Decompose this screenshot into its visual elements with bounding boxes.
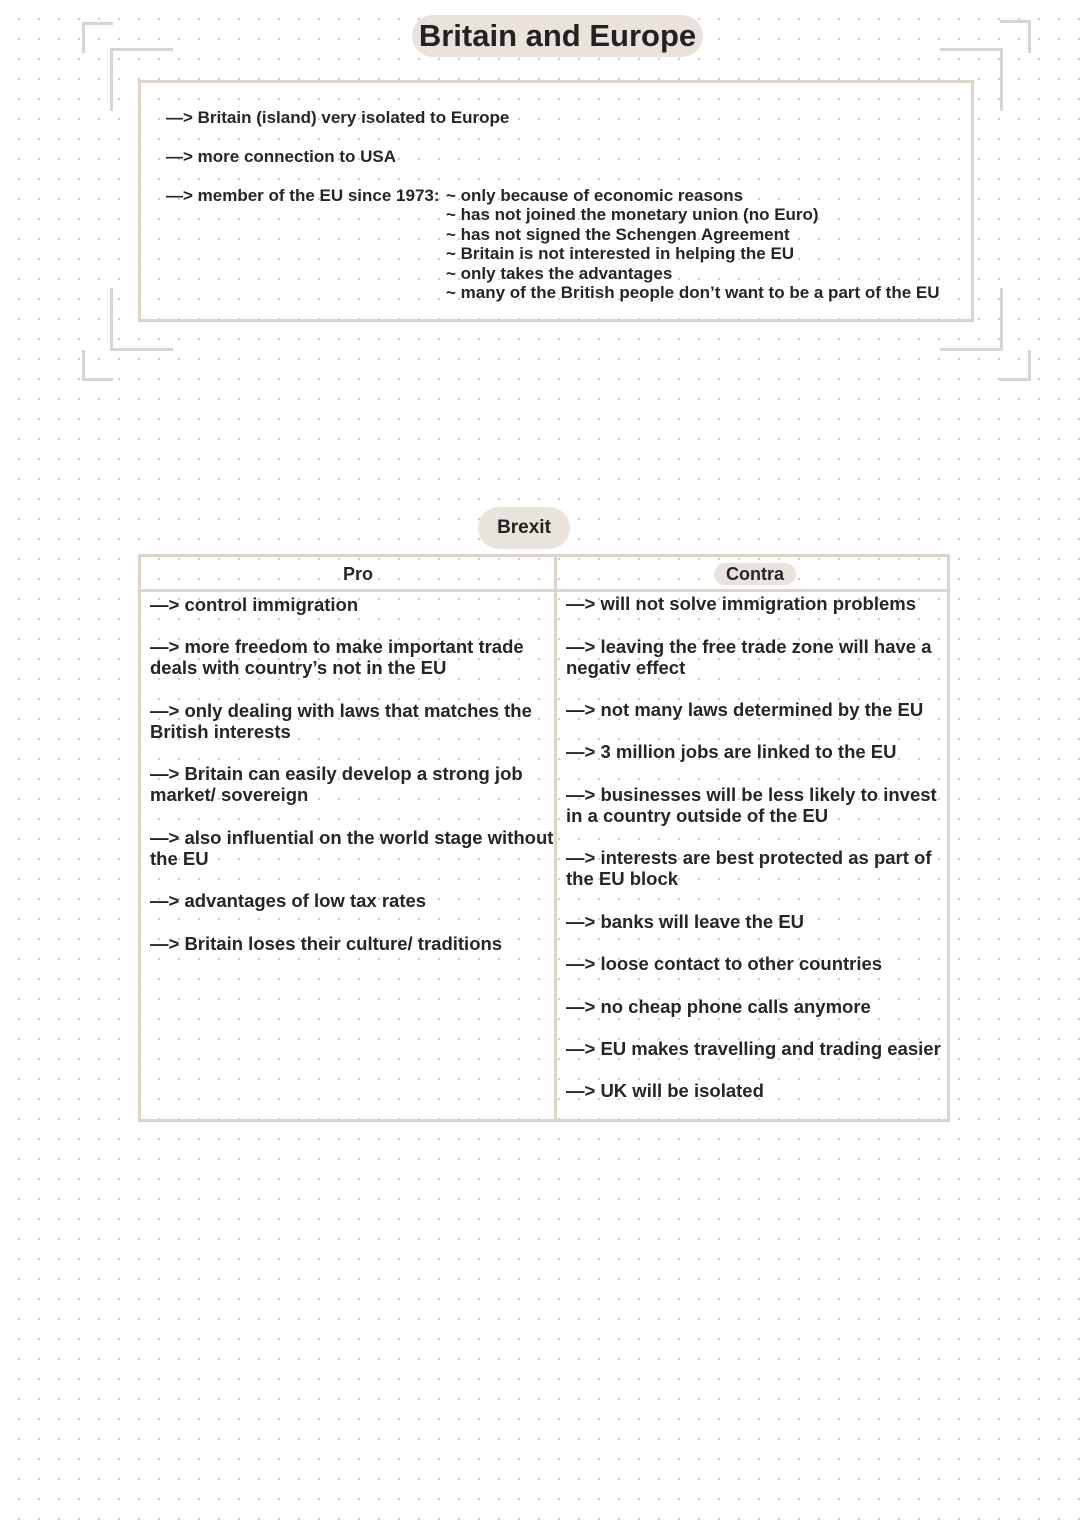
intro-point: —> more connection to USA — [166, 147, 396, 166]
intro-point: —> Britain (island) very isolated to Europe — [166, 108, 510, 127]
contra-item: —> banks will leave the EU — [566, 911, 805, 932]
corner-bracket-outer-bottom-right — [1000, 350, 1031, 381]
corner-bracket-outer-top-right — [1000, 20, 1031, 53]
member-reason: ~ has not signed the Schengen Agreement — [446, 225, 790, 244]
pro-item: —> advantages of low tax rates — [150, 890, 427, 911]
member-reason: ~ only because of economic reasons — [446, 186, 744, 205]
pro-item: —> only dealing with laws that matches the British interests — [150, 700, 532, 742]
member-reason: ~ only takes the advantages — [446, 264, 673, 283]
intro-point: —> member of the EU since 1973: — [166, 186, 440, 205]
contra-item: —> leaving the free trade zone will have a negativ effect — [566, 636, 932, 678]
contra-item: —> UK will be isolated — [566, 1080, 764, 1101]
table-header-line — [141, 589, 947, 592]
contra-item: —> will not solve immigration problems — [566, 593, 917, 614]
pro-item: —> Britain can easily develop a strong job market/ sovereign — [150, 763, 523, 805]
corner-bracket-outer-bottom-left — [82, 350, 113, 381]
table-divider — [554, 554, 557, 1122]
pro-header: Pro — [343, 564, 374, 584]
corner-bracket-outer-top-left — [82, 22, 113, 53]
pro-item: —> control immigration — [150, 594, 359, 615]
contra-item: —> interests are best protected as part of the EU block — [566, 847, 932, 889]
contra-item: —> EU makes travelling and trading easier — [566, 1038, 941, 1059]
pro-item: —> Britain loses their culture/ traditions — [150, 933, 503, 954]
pro-item: —> also influential on the world stage without the EU — [150, 827, 554, 869]
contra-item: —> not many laws determined by the EU — [566, 699, 924, 720]
contra-item: —> 3 million jobs are linked to the EU — [566, 741, 897, 762]
contra-header: Contra — [714, 563, 796, 585]
brexit-heading: Brexit — [478, 507, 570, 549]
page-title: Britain and Europe — [412, 15, 703, 57]
member-reason: ~ has not joined the monetary union (no Euro) — [446, 205, 819, 224]
contra-item: —> loose contact to other countries — [566, 953, 883, 974]
member-reason: ~ Britain is not interested in helping the EU — [446, 244, 795, 263]
pro-item: —> more freedom to make important trade deals with country’s not in the EU — [150, 636, 524, 678]
contra-item: —> businesses will be less likely to invest in a country outside of the EU — [566, 784, 937, 826]
contra-item: —> no cheap phone calls anymore — [566, 996, 871, 1017]
member-reason: ~ many of the British people don’t want to be a part of the EU — [446, 283, 940, 302]
